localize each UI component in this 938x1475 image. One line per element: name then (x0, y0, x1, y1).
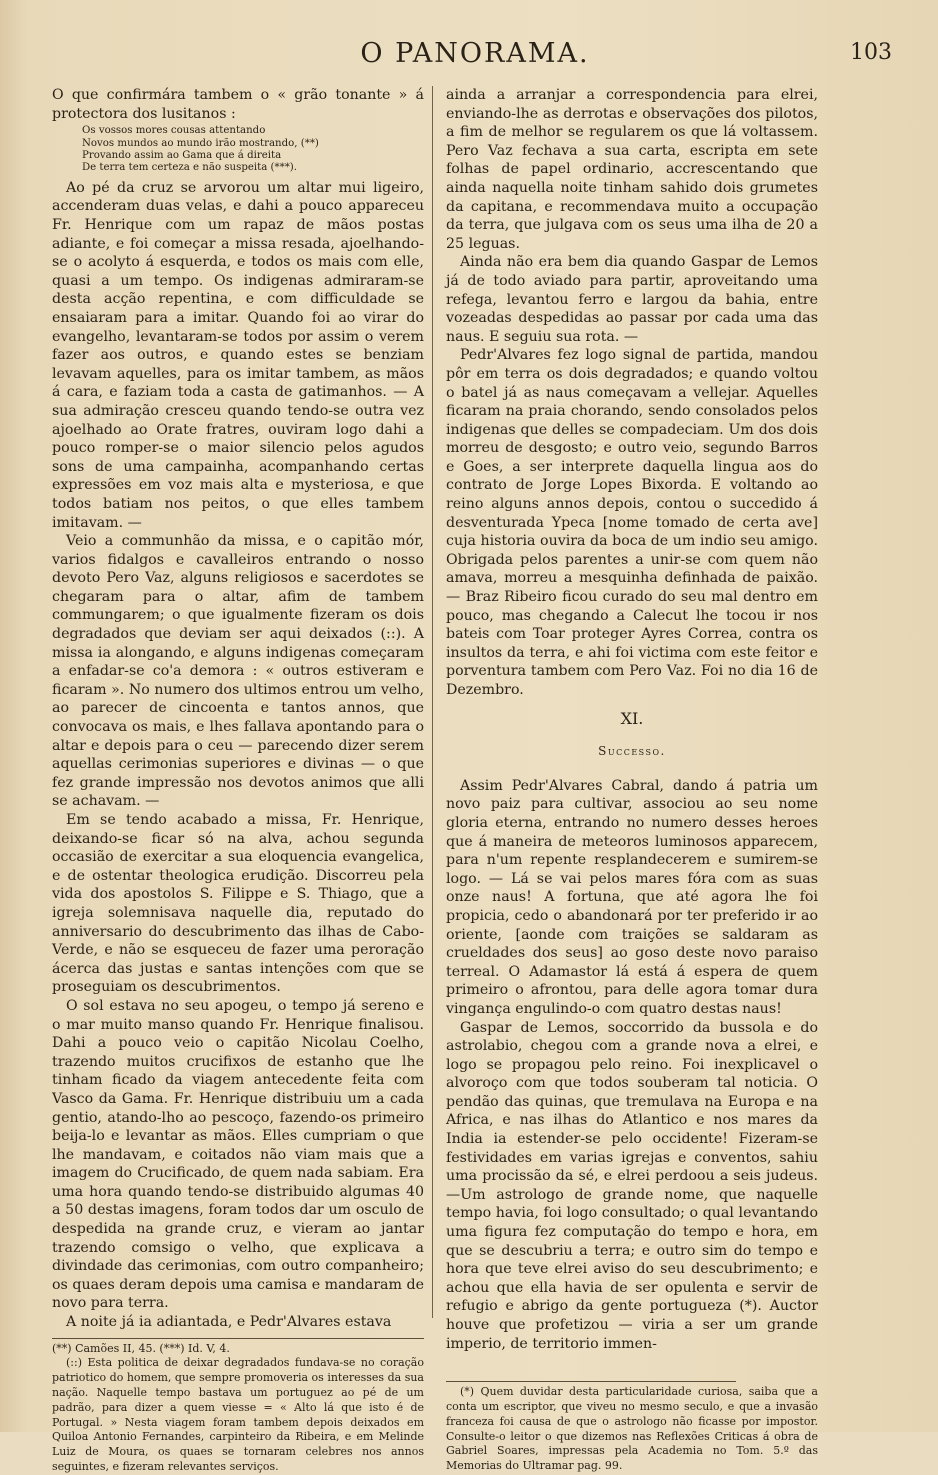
footnote-rule (446, 1381, 736, 1382)
body-paragraph: Veio a communhão da missa, e o capitão mór, varios fidalgos e cavalleiros entrando o nosso devoto Pero Vaz, alguns religiosos e sacerdotes se chegaram para o altar, afim de tambem commungarem; o que igualmente fizeram os dois degradados que deviam ser aqui deixados (::). A missa ia alongando, e alguns indigenas começaram a enfadar-se co'a demora : « outros estiveram e ficaram ». No numero dos ultimos entrou um velho, ao parecer de cincoenta e tantos annos, que convocava os mais, e lhes fallava apontando para o altar e depois para o ceu — parecendo dizer serem aquellas cerimonias superiores e divinas — o que fez grande impressão nos devotos animos que alli se achavam. — (52, 533, 424, 810)
section-title: Successo. (598, 744, 666, 759)
page-number: 103 (850, 40, 892, 65)
body-paragraph: Gaspar de Lemos, soccorrido da bussola e do astrolabio, chegou com a grande nova a elrei, e logo se propagou pelo reino. Foi inexplicavel o alvoroço com que todos souberam tal noticia. O pendão das quinas, que tremulava na Europa e na Africa, e nas ilhas do Atlantico e nos mares da India ia estender-se pelo occidente! Fizeram-se festividades em varias igrejas e conventos, sahiu uma procissão da sé, e elrei perdoou a seis judeus.—Um astrologo de grande nome, que naquelle tempo havia, foi logo consultado; o qual levantando uma figura fez computação do tempo e hora, em que se descubriu a terra; e outro sim do tempo e hora que teve elrei aviso do seu descubrimento; e achou que ella havia de ser opulenta e servir de refugio e abrigo da gente portugueza (*). Auctor houve que profetizou — viria a ser um grande imperio, de territorio immen- (446, 1019, 818, 1352)
journal-title: O PANORAMA. (360, 38, 590, 69)
body-paragraph: Pedr'Alvares fez logo signal de partida, mandou pôr em terra os dois degradados; e quando voltou o batel já as naus começavam a vellejar. Aquelles ficaram na praia chorando, sendo consolados pelos indigenas que delles se compadeciam. Um dos dois morreu de desgosto; e outro veio, segundo Barros e Goes, a ser interprete daquella lingua aos do contrato de Jorge Lopes Bixorda. E voltando ao reino alguns annos depois, contou o succedido á desventurada Ypeca [nome tomado de certa ave] cuja historia ouvira da boca de um indio seu amigo. Obrigada pelos parentes a unir-se com quem não amava, morreu a mesquinha definhada de paixão. — Braz Ribeiro ficou curado do seu mal dentro em pouco, mas chegando a Calecut lhe tocou ir nos bateis com Toar proteger Ayres Correa, contra os insultos da terra, e ahi foi victima com este feitor e porventura tambem com Pero Vaz. Foi no dia 16 de Dezembro. (446, 347, 818, 698)
verse-quote (82, 125, 424, 175)
footnote: (**) Camões II, 45. (***) Id. V, 4. (52, 1341, 230, 1355)
left-column (52, 86, 424, 1475)
footnote: (::) Esta politica de deixar degradados fundava-se no coração patriotico do homem, que sempre promoveria os interesses da sua nação. Naquelle tempo bastava um portuguez ao pé de um padrão, para dizer a quem viesse = « Alto lá que isto é de Portugal. » Nesta viagem foram tambem depois deixados em Quiloa Antonio Fernandes, carpinteiro da Ribeira, e em Melinde Luiz de Moura, os quaes se tornaram celebres nos annos seguintes, e fizeram relevantes serviços. (52, 1356, 424, 1473)
body-paragraph: A noite já ia adiantada, e Pedr'Alvares estava (66, 1314, 392, 1331)
body-paragraph: O sol estava no seu apogeu, o tempo já sereno e o mar muito manso quando Fr. Henrique finalisou. Dahi a pouco veio o capitão Nicolau Coelho, trazendo muitos crucifixos de estanho que lhe tinham ficado da viagem antecedente feita com Vasco da Gama. Fr. Henrique distribuiu um a cada gentio, atando-lho ao pescoço, fazendo-os primeiro beija-lo e levantar as mãos. Elles cumpriam o que lhe mandavam, e coitados não viam mais que a imagem do Crucificado, de quem nada sabiam. Era uma hora quando tendo-se distribuido algumas 40 a 50 destas imagens, foram todos dar um osculo de despedida na grande cruz, e vieram ao jantar trazendo comsigo o velho, que explicava a divindade das cerimonias, com outro companheiro; os quaes deram depois uma camisa e mandaram de novo para terra. (52, 997, 424, 1312)
verse-line: Provando assim ao Gama que á direita (82, 150, 282, 161)
page-header (48, 30, 902, 70)
verse-line: Novos mundos ao mundo irão mostrando, (**) (82, 137, 319, 149)
right-column (446, 86, 818, 1474)
intro-paragraph: O que confirmára tambem o « grão tonante » á protectora dos lusitanos : (52, 87, 424, 122)
section-number: XI. (620, 708, 644, 728)
footnote: (*) Quem duvidar desta particularidade curiosa, saiba que a conta um escriptor, que viveu no mesmo seculo, e que a invasão franceza foi causa de que o astrologo não ficasse por impostor. Consulte-o leitor o que dizemos nas Reflexões Criticas á obra de Gabriel Soares, impressas pela Academia no Tom. 5.º das Memorias do Ultramar pag. 99. (446, 1385, 818, 1473)
footnote-rule (52, 1338, 424, 1339)
body-paragraph: Ao pé da cruz se arvorou um altar mui ligeiro, accenderam duas velas, e dahi a pouco appareceu Fr. Henrique com um rapaz de mãos postas adiante, e foi começar a missa resada, ajoelhando-se o acolyto á esquerda, e todos os mais com elle, quasi a um tempo. Os indigenas admiraram-se desta acção repentina, e com difficuldade se ensaiaram para a imitar. Quando foi ao virar do evangelho, levantaram-se todos por assim o verem fazer aos outros, e quando estes se benziam levavam aquelles, para os imitar tambem, as mãos á cara, e faziam toda a casta de gatimanhos. — A sua admiração cresceu quando tendo-se outra vez ajoelhado ao Orate fratres, ouviram logo dahi a pouco romper-se o maior silencio pelos agudos sons de uma campainha, acompanhando certas expressões em voz mais alta e mysteriosa, e que todos batiam nos peitos, o que elles tambem imitavam. — (52, 179, 424, 531)
column-divider (432, 86, 433, 1318)
body-paragraph: Em se tendo acabado a missa, Fr. Henrique, deixando-se ficar só na alva, achou segunda occasião de exercitar a sua eloquencia evangelica, e de ostentar theologica erudição. Discorreu pela vida dos apostolos S. Filippe e S. Thiago, que a igreja solemnisava naquelle dia, reputado do anniversario do descubrimento das ilhas de Cabo-Verde, e não se esqueceu de fazer uma peroração ácerca das justas e santas intenções com que se proseguiam os descubrimentos. (52, 812, 424, 996)
body-paragraph: Assim Pedr'Alvares Cabral, dando á patria um novo paiz para cultivar, associou ao seu nome gloria eterna, entrando no numero desses heroes que á maneira de meteoros luminosos apparecem, para n'um repente resplandecerem e sumirem-se logo. — Lá se vai pelos mares fóra com as suas onze naus! A fortuna, que até agora lhe foi propicia, cedo o abandonará por ter preferido ir ao oriente, [aonde com traições se saldaram as crueldades dos seus] ao goso deste novo paraiso terreal. O Adamastor lá está á espera de quem primeiro o afrontou, para delle agora tomar dura vingança engulindo-o com quatro destas naus! (446, 777, 818, 1017)
body-paragraph: ainda a arranjar a correspondencia para elrei, enviando-lhe as derrotas e observações dos pilotos, a fim de melhor se regularem os que lá voltassem. Pero Vaz fechava a sua carta, escripta em sete folhas de papel ordinario, accrescentando que ainda naquella noite tinham sahido dois grumetes da capitana, e recommendava muito a occupação da terra, que julgava com os seus uma ilha de 20 a 25 leguas. (446, 87, 818, 252)
verse-line: De terra tem certeza e não suspeita (***). (82, 162, 298, 174)
body-paragraph: Ainda não era bem dia quando Gaspar de Lemos já de todo aviado para partir, aproveitando uma refega, levantou ferro e largou da bahia, entre vozeadas despedidas ao passar por cada uma das naus. E seguiu sua rota. — (446, 254, 818, 345)
verse-line: Os vossos mores cousas attentando (82, 125, 266, 137)
